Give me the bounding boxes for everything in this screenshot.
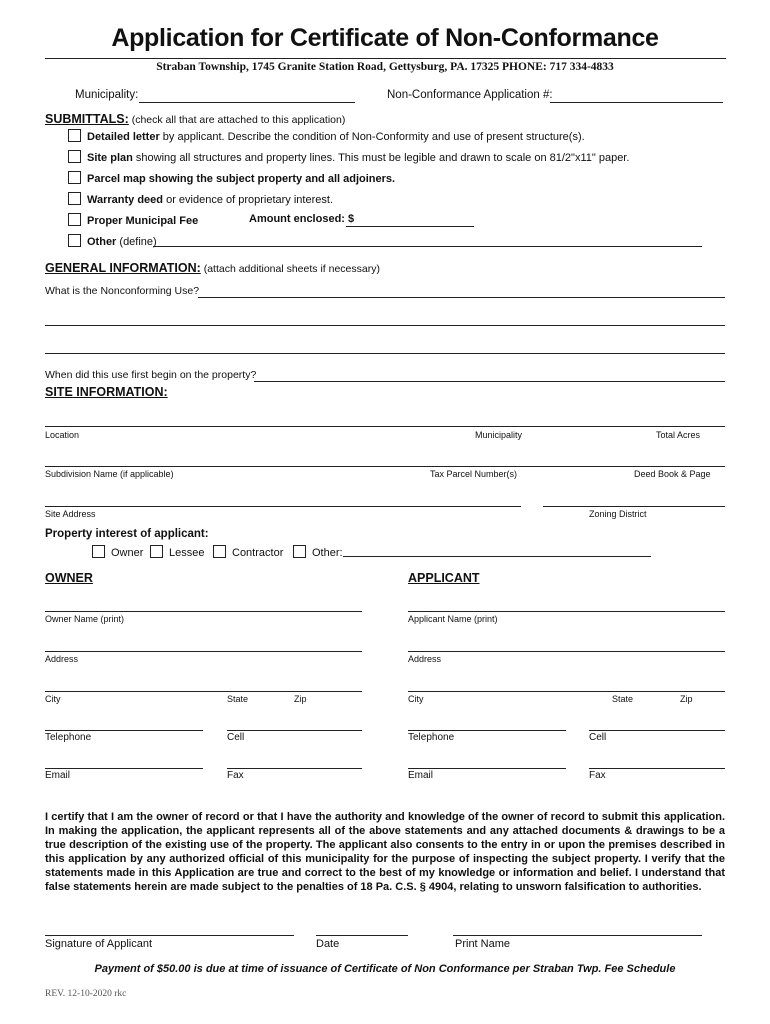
signature-field[interactable] (45, 935, 294, 936)
interest-option-label: Other: (312, 547, 343, 559)
other-define-field[interactable] (153, 246, 702, 247)
location-label: Location (45, 430, 80, 440)
date-label: Date (316, 938, 340, 950)
submittal-text: or evidence of proprietary interest. (163, 194, 333, 206)
checkbox-municipal-fee[interactable] (68, 213, 81, 226)
owner-state-label: State (227, 694, 249, 704)
interest-option-label: Owner (111, 547, 144, 559)
submittal-warranty-deed (68, 192, 333, 206)
date-field[interactable] (316, 935, 408, 936)
applicant-fax-field[interactable] (589, 768, 725, 769)
checkbox-parcel-map[interactable] (68, 171, 81, 184)
applicant-email-field[interactable] (408, 768, 566, 769)
owner-email-label: Email (45, 770, 71, 781)
nonconforming-use-question: What is the Nonconforming Use? (45, 285, 200, 297)
submittal-bold: Proper Municipal Fee (87, 215, 199, 227)
applicant-fax-label: Fax (589, 770, 606, 781)
print-name-label: Print Name (455, 938, 511, 950)
nonconforming-use-line-3[interactable] (45, 353, 725, 354)
owner-cell-label: Cell (227, 732, 245, 743)
owner-heading: OWNER (45, 571, 93, 585)
property-interest-label: Property interest of applicant: (45, 528, 209, 540)
amount-enclosed-field[interactable] (346, 226, 474, 227)
applicant-cell-field[interactable] (589, 730, 725, 731)
owner-name-field[interactable] (45, 611, 362, 612)
signature-label: Signature of Applicant (45, 938, 153, 950)
submittal-other (68, 234, 157, 248)
checkbox-owner[interactable] (92, 545, 105, 558)
nonconforming-use-line-2[interactable] (45, 325, 725, 326)
applicant-email-label: Email (408, 770, 434, 781)
applicant-heading: APPLICANT (408, 571, 480, 585)
owner-city-label: City (45, 694, 61, 704)
location-field[interactable] (45, 426, 725, 427)
checkbox-detailed-letter[interactable] (68, 129, 81, 142)
applicant-telephone-field[interactable] (408, 730, 566, 731)
submittal-bold: Warranty deed (87, 194, 164, 206)
site-address-field[interactable] (45, 506, 521, 507)
amount-enclosed-label: Amount enclosed: $ (249, 213, 355, 225)
submittal-site-plan (68, 150, 629, 164)
general-info-header (45, 259, 380, 277)
subdivision-field[interactable] (45, 466, 725, 467)
checkbox-contractor[interactable] (213, 545, 226, 558)
municipality-field[interactable] (139, 102, 355, 103)
checkbox-other[interactable] (68, 234, 81, 247)
owner-zip-label: Zip (294, 694, 307, 704)
subdivision-label: Subdivision Name (if applicable) (45, 469, 174, 479)
application-number-label: Non-Conformance Application #: (387, 89, 553, 101)
zoning-district-field[interactable] (543, 506, 725, 507)
site-municipality-label: Municipality (475, 430, 523, 440)
owner-city-field[interactable] (45, 691, 362, 692)
certification-statement: I certify that I am the owner of record or that I have the authority and knowledge of the owner of record to submit this application. In making the application, the applicant represents all of the above statements and any attached documents & drawings to be a true description of the existing use of the property. The applicant also consents to the entry in or upon the premises described in this application by any authorized official of this municipality for the purpose of inspecting the subject property. I verify that the statements made in this Application are true and correct to the best of my knowledge or information and belief. I understand that false statements herein are made subject to the penalties of 18 Pa. C.S. § 4904, relating to unsworn falsification to authorities. (45, 811, 725, 893)
applicant-cell-label: Cell (589, 732, 607, 743)
general-info-heading: GENERAL INFORMATION: (45, 261, 201, 275)
owner-email-field[interactable] (45, 768, 203, 769)
use-begin-question: When did this use first begin on the property? (45, 369, 257, 381)
submittal-bold: Site plan (87, 152, 133, 164)
zoning-district-label: Zoning District (589, 509, 647, 519)
tax-parcel-label: Tax Parcel Number(s) (430, 469, 518, 479)
owner-telephone-field[interactable] (45, 730, 203, 731)
applicant-address-label: Address (408, 654, 442, 664)
interest-option-label: Contractor (232, 547, 284, 559)
interest-other (293, 545, 343, 559)
payment-note: Payment of $50.00 is due at time of issuance of Certificate of Non Conformance per Straban Twp. Fee Schedule (94, 963, 676, 975)
applicant-city-label: City (408, 694, 424, 704)
applicant-address-field[interactable] (408, 651, 725, 652)
interest-other-field[interactable] (343, 556, 651, 557)
deed-book-label: Deed Book & Page (634, 469, 711, 479)
submittals-heading: SUBMITTALS: (45, 112, 129, 126)
owner-fax-label: Fax (227, 770, 244, 781)
interest-contractor (213, 545, 283, 559)
submittal-bold: Detailed letter (87, 131, 160, 143)
submittal-text: (define) (116, 236, 157, 248)
owner-fax-field[interactable] (227, 768, 362, 769)
total-acres-label: Total Acres (656, 430, 701, 440)
owner-telephone-label: Telephone (45, 732, 92, 743)
use-begin-field[interactable] (254, 381, 725, 382)
submittal-text: by applicant. Describe the condition of Non-Conformity and use of present structure(s). (159, 131, 585, 143)
submittal-text: showing all structures and property lines. This must be legible and drawn to scale on 81/2"x11" paper. (132, 152, 630, 164)
application-number-field[interactable] (550, 102, 723, 103)
checkbox-site-plan[interactable] (68, 150, 81, 163)
submittal-bold: Other (87, 236, 117, 248)
submittal-parcel-map (68, 171, 395, 185)
submittal-bold: Parcel map showing the subject property and all adjoiners. (87, 173, 396, 185)
owner-address-label: Address (45, 654, 79, 664)
applicant-city-field[interactable] (408, 691, 725, 692)
site-address-label: Site Address (45, 509, 96, 519)
checkbox-interest-other[interactable] (293, 545, 306, 558)
print-name-field[interactable] (453, 935, 702, 936)
submittals-header (45, 110, 345, 128)
applicant-name-field[interactable] (408, 611, 725, 612)
submittal-detailed-letter (68, 129, 585, 143)
interest-owner (92, 545, 143, 559)
applicant-telephone-label: Telephone (408, 732, 455, 743)
applicant-zip-label: Zip (680, 694, 693, 704)
submittal-municipal-fee (68, 213, 198, 227)
title-rule (45, 58, 726, 59)
owner-cell-field[interactable] (227, 730, 362, 731)
interest-option-label: Lessee (169, 547, 205, 559)
nonconforming-use-field[interactable] (198, 297, 725, 298)
revision-code: REV. 12-10-2020 rkc (45, 989, 127, 999)
checkbox-lessee[interactable] (150, 545, 163, 558)
owner-address-field[interactable] (45, 651, 362, 652)
form-title: Application for Certificate of Non-Conformance (111, 24, 659, 52)
general-info-note: (attach additional sheets if necessary) (200, 263, 380, 275)
checkbox-warranty-deed[interactable] (68, 192, 81, 205)
municipality-label: Municipality: (75, 89, 139, 101)
site-info-heading: SITE INFORMATION: (45, 385, 168, 399)
applicant-state-label: State (612, 694, 634, 704)
interest-lessee (150, 545, 204, 559)
submittals-note: (check all that are attached to this application) (128, 114, 346, 126)
township-address: Straban Township, 1745 Granite Station Road, Gettysburg, PA. 17325 PHONE: 717 334-4833 (156, 61, 614, 73)
applicant-name-label: Applicant Name (print) (408, 614, 498, 624)
owner-name-label: Owner Name (print) (45, 614, 125, 624)
